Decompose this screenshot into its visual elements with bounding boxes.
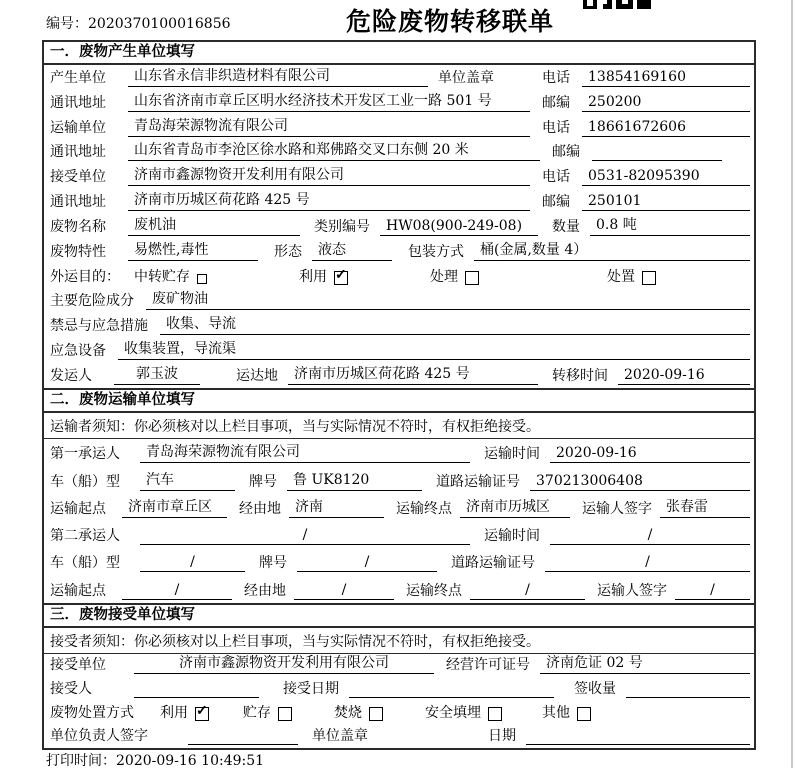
responsible-signature bbox=[188, 743, 298, 745]
vehicle-type: 汽车 bbox=[140, 469, 235, 491]
row-carrier1 bbox=[44, 439, 754, 466]
carrier1-value: 青岛海荣源物流有限公司 bbox=[140, 441, 470, 463]
emergency-value: 收集、导流 bbox=[160, 313, 750, 335]
serial-number bbox=[46, 13, 231, 33]
option-label: 利用 bbox=[160, 704, 188, 721]
address-label: 通讯地址 bbox=[50, 144, 106, 161]
print-time-label: 打印时间： bbox=[46, 753, 116, 769]
row-accept-unit bbox=[44, 654, 754, 678]
permit-number2: / bbox=[545, 554, 750, 572]
row-acceptor bbox=[44, 677, 754, 701]
transport-notice: 运输者须知：你必须核对以上栏目事项，当与实际情况不符时，有权拒绝接受。 bbox=[44, 413, 754, 439]
waste-char-value: 易燃性,毒性 bbox=[128, 239, 258, 261]
terminus-label: 运输终点 bbox=[406, 582, 462, 599]
receiver-address: 济南市历城区荷花路 425 号 bbox=[128, 189, 530, 211]
accept-date-label: 接受日期 bbox=[283, 680, 339, 697]
pack-label: 包装方式 bbox=[408, 243, 464, 260]
row-receiver bbox=[44, 164, 754, 189]
plate-label: 牌号 bbox=[259, 555, 287, 572]
unit-seal-label: 单位盖章 bbox=[312, 728, 368, 745]
receiver-zip: 250101 bbox=[582, 193, 750, 211]
vehicle-type2: / bbox=[140, 554, 245, 572]
phone-label: 电话 bbox=[542, 119, 570, 136]
row-responsible-sign bbox=[44, 725, 754, 749]
producer-phone: 13854169160 bbox=[582, 69, 750, 87]
license-label: 经营许可证号 bbox=[446, 657, 530, 674]
carrier2-value: / bbox=[140, 527, 470, 545]
transfer-time-label: 转移时间 bbox=[552, 367, 608, 384]
acceptor-name bbox=[134, 696, 259, 698]
terminus-label: 运输终点 bbox=[396, 500, 452, 517]
origin-value2: / bbox=[122, 582, 232, 600]
waste-pack: 桶(金属,数量 4） bbox=[474, 239, 750, 261]
transport-time-label: 运输时间 bbox=[484, 528, 540, 545]
disposal-option-incinerate bbox=[334, 702, 383, 722]
emergency-label: 禁忌与应急措施 bbox=[50, 318, 148, 335]
carrier-sign-label: 运输人签字 bbox=[582, 500, 652, 517]
section-producer bbox=[44, 42, 754, 390]
plate-number2: / bbox=[297, 554, 437, 572]
via-value: 济南 bbox=[289, 496, 384, 518]
phone-label: 电话 bbox=[542, 69, 570, 86]
hazard-value: 废矿物油 bbox=[146, 288, 750, 310]
checkbox-disposal-other bbox=[577, 707, 591, 721]
terminus-value: 济南市历城区 bbox=[460, 496, 570, 518]
disposal-option-utilize bbox=[160, 702, 209, 722]
section-receiver-header: 三．废物接受单位填写 bbox=[44, 605, 754, 628]
qty-label: 数量 bbox=[552, 218, 580, 235]
waste-code: HW08(900-249-08) bbox=[380, 218, 538, 236]
transport-time-label: 运输时间 bbox=[484, 446, 540, 463]
receiver-label: 接受单位 bbox=[50, 169, 106, 186]
row-disposal bbox=[44, 701, 754, 725]
purpose-option-transfer bbox=[134, 266, 207, 286]
carrier-signature: 张春雷 bbox=[660, 496, 750, 518]
document-header bbox=[0, 0, 796, 40]
date-label: 日期 bbox=[488, 728, 516, 745]
producer-label: 产生单位 bbox=[50, 69, 106, 86]
option-label: 中转贮存 bbox=[134, 268, 190, 285]
disposal-option-store bbox=[243, 702, 292, 722]
accept-date bbox=[349, 696, 554, 698]
option-label: 安全填埋 bbox=[425, 704, 481, 721]
checkbox-disposal-utilize bbox=[195, 707, 209, 721]
origin-label: 运输起点 bbox=[50, 500, 106, 517]
row-transporter-address bbox=[44, 140, 754, 165]
responsible-sign-label: 单位负责人签字 bbox=[50, 728, 148, 745]
transport-time2: / bbox=[550, 527, 750, 545]
plate-label: 牌号 bbox=[249, 473, 277, 490]
acceptor-label: 接受人 bbox=[50, 680, 92, 697]
producer-address: 山东省济南市章丘区明水经济技术开发区工业一路 501 号 bbox=[128, 90, 530, 112]
hazard-label: 主要危险成分 bbox=[50, 293, 134, 310]
destination-value: 济南市历城区荷花路 425 号 bbox=[288, 363, 538, 385]
receiver-value: 济南市鑫源物资开发利用有限公司 bbox=[128, 164, 530, 186]
row-route2 bbox=[44, 575, 754, 602]
section-producer-header: 一．废物产生单位填写 bbox=[44, 42, 754, 65]
plate-number: 鲁 UK8120 bbox=[287, 469, 422, 491]
destination-label: 运达地 bbox=[236, 367, 278, 384]
row-carrier2 bbox=[44, 521, 754, 548]
waste-name-label: 废物名称 bbox=[50, 218, 106, 235]
seal-date bbox=[526, 743, 750, 745]
row-waste-name bbox=[44, 214, 754, 239]
option-label: 处理 bbox=[430, 268, 458, 285]
print-time bbox=[46, 750, 264, 770]
page-title: 危险废物转移联单 bbox=[345, 7, 555, 36]
row-vehicle2 bbox=[44, 548, 754, 575]
option-label: 其他 bbox=[542, 704, 570, 721]
row-waste-character bbox=[44, 239, 754, 264]
checkbox-transfer-storage bbox=[197, 274, 207, 284]
address-label: 通讯地址 bbox=[50, 94, 106, 111]
checkbox-dispose bbox=[642, 271, 656, 285]
form-label: 形态 bbox=[274, 243, 302, 260]
zip-label: 邮编 bbox=[542, 194, 570, 211]
row-receiver-address bbox=[44, 189, 754, 214]
serial-value: 2020370100016856 bbox=[88, 16, 231, 32]
row-producer-address bbox=[44, 90, 754, 115]
row-vehicle1 bbox=[44, 466, 754, 493]
seal-label: 单位盖章 bbox=[438, 69, 494, 86]
waste-char-label: 废物特性 bbox=[50, 243, 106, 260]
accept-unit-label: 接受单位 bbox=[50, 657, 106, 674]
section-receiver bbox=[44, 605, 754, 748]
checkbox-treat bbox=[465, 271, 479, 285]
receiver-notice: 接受者须知：你必须核对以上栏目事项，当与实际情况不符时，有权拒绝接受。 bbox=[44, 628, 754, 654]
dispatcher-name: 郭玉波 bbox=[114, 363, 200, 385]
origin-value: 济南市章丘区 bbox=[122, 496, 227, 518]
serial-label: 编号： bbox=[46, 16, 88, 32]
print-time-value: 2020-09-16 10:49:51 bbox=[116, 753, 265, 769]
disposal-option-landfill bbox=[425, 702, 502, 722]
via-label: 经由地 bbox=[239, 500, 281, 517]
vehicle-type-label: 车（船）型 bbox=[50, 473, 120, 490]
option-label: 焚烧 bbox=[334, 704, 362, 721]
accept-unit-value: 济南市鑫源物资开发利用有限公司 bbox=[134, 652, 434, 674]
transporter-label: 运输单位 bbox=[50, 119, 106, 136]
carrier-signature2: / bbox=[675, 582, 750, 600]
purpose-option-treat bbox=[430, 266, 479, 286]
receiver-phone: 0531-82095390 bbox=[582, 168, 750, 186]
transporter-zip bbox=[592, 159, 722, 161]
checkbox-utilize bbox=[334, 271, 348, 285]
equipment-value: 收集装置，导流渠 bbox=[118, 338, 750, 360]
producer-zip: 250200 bbox=[582, 94, 750, 112]
qr-code-fragment-icon bbox=[583, 0, 651, 10]
row-dispatch bbox=[44, 363, 754, 388]
license-number: 济南危证 02 号 bbox=[540, 652, 750, 674]
row-purpose bbox=[44, 264, 754, 289]
equipment-label: 应急设备 bbox=[50, 343, 106, 360]
disposal-option-other bbox=[542, 702, 591, 722]
row-emergency bbox=[44, 313, 754, 338]
page-edge-line bbox=[791, 0, 793, 768]
vehicle-type-label: 车（船）型 bbox=[50, 555, 120, 572]
checkbox-disposal-landfill bbox=[488, 707, 502, 721]
signed-qty-label: 签收量 bbox=[574, 680, 616, 697]
row-producer bbox=[44, 65, 754, 90]
carrier2-label: 第二承运人 bbox=[50, 528, 120, 545]
zip-label: 邮编 bbox=[552, 144, 580, 161]
address-label: 通讯地址 bbox=[50, 194, 106, 211]
row-equipment bbox=[44, 338, 754, 363]
checkbox-disposal-store bbox=[278, 707, 292, 721]
permit-label: 道路运输证号 bbox=[436, 473, 520, 490]
code-label: 类别编号 bbox=[314, 218, 370, 235]
option-label: 处置 bbox=[607, 268, 635, 285]
checkbox-disposal-incinerate bbox=[369, 707, 383, 721]
disposal-label: 废物处置方式 bbox=[50, 704, 134, 721]
origin-label: 运输起点 bbox=[50, 582, 106, 599]
waste-qty: 0.8 吨 bbox=[590, 214, 750, 236]
waste-form: 液态 bbox=[312, 239, 392, 261]
terminus-value2: / bbox=[470, 582, 585, 600]
section-transport bbox=[44, 390, 754, 605]
row-hazard bbox=[44, 289, 754, 314]
via-value2: / bbox=[294, 582, 394, 600]
transport-time: 2020-09-16 bbox=[550, 445, 750, 463]
zip-label: 邮编 bbox=[542, 94, 570, 111]
row-route1 bbox=[44, 494, 754, 521]
transporter-value: 青岛海荣源物流有限公司 bbox=[128, 115, 530, 137]
transporter-address: 山东省青岛市李沧区徐水路和郑佛路交叉口东侧 20 米 bbox=[128, 139, 540, 161]
transporter-phone: 18661672606 bbox=[582, 119, 750, 137]
purpose-label: 外运目的： bbox=[50, 268, 120, 285]
carrier-sign-label: 运输人签字 bbox=[597, 582, 667, 599]
option-label: 贮存 bbox=[243, 704, 271, 721]
purpose-option-dispose bbox=[607, 266, 656, 286]
waste-name-value: 废机油 bbox=[128, 214, 300, 236]
via-label: 经由地 bbox=[244, 582, 286, 599]
permit-number: 370213006408 bbox=[530, 473, 750, 491]
phone-label: 电话 bbox=[542, 169, 570, 186]
carrier1-label: 第一承运人 bbox=[50, 446, 120, 463]
purpose-option-utilize bbox=[299, 266, 348, 286]
section-transport-header: 二．废物运输单位填写 bbox=[44, 390, 754, 413]
dispatcher-label: 发运人 bbox=[50, 367, 92, 384]
row-transporter bbox=[44, 115, 754, 140]
manifest-form bbox=[42, 40, 756, 750]
transfer-time: 2020-09-16 bbox=[618, 367, 750, 385]
signed-qty bbox=[626, 696, 750, 698]
option-label: 利用 bbox=[299, 268, 327, 285]
permit-label: 道路运输证号 bbox=[451, 555, 535, 572]
producer-value: 山东省永信非织造材料有限公司 bbox=[128, 65, 428, 87]
